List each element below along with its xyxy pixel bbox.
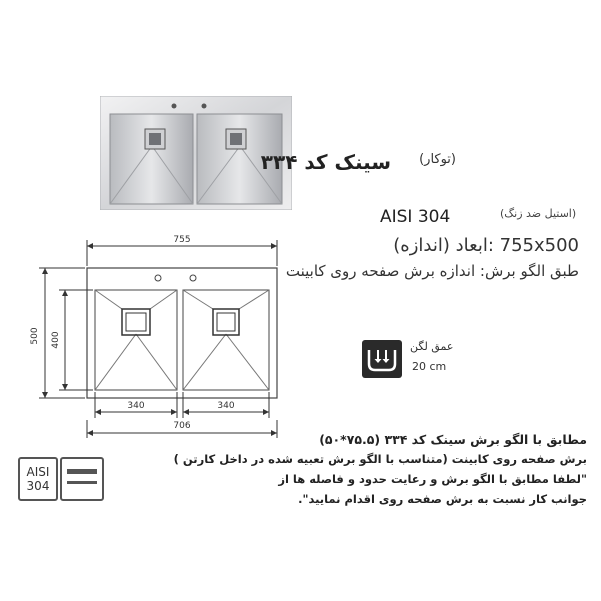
cut-pattern-text: طبق الگو برش: اندازه برش صفحه روی کابینت bbox=[285, 262, 579, 280]
left-bowl bbox=[95, 290, 177, 390]
material-grade: AISI 304 bbox=[380, 207, 451, 227]
depth-value: 20 cm bbox=[412, 360, 447, 373]
note-line: برش صفحه روی کابینت (متناسب با الگو برش تعبیه شده در داخل کارتن ) bbox=[173, 452, 587, 466]
tap-hole bbox=[155, 275, 161, 281]
dim-height-inner: 400 bbox=[51, 331, 61, 349]
material-note: (استیل ضد زنگ) bbox=[500, 207, 577, 220]
product-subtitle: (توکار) bbox=[419, 152, 456, 167]
dim-inner-width: 706 bbox=[173, 421, 191, 431]
basin-depth-icon bbox=[362, 340, 402, 378]
right-bowl bbox=[183, 290, 269, 390]
technical-drawing bbox=[25, 228, 295, 448]
material-badge-line2: 304 bbox=[26, 479, 50, 493]
sheet-thickness-icon bbox=[60, 457, 104, 501]
dim-bowl-left: 340 bbox=[127, 401, 145, 411]
note-line: جوانب کار نسبت به برش صفحه روی اقدام نمایید". bbox=[298, 492, 587, 506]
material-badge bbox=[18, 457, 58, 501]
dim-bowl-right: 340 bbox=[217, 401, 235, 411]
sink-outline bbox=[87, 268, 277, 398]
tap-hole bbox=[190, 275, 196, 281]
note-line: "لطفا مطابق با الگو برش و رعایت حدود و فاصله ها از bbox=[278, 472, 587, 486]
dimensions-text: 755x500 :ابعاد (اندازه) bbox=[393, 235, 579, 256]
note-line: مطابق با الگو برش سینک کد ۳۳۴ (۷۵.۵*۵۰) bbox=[319, 432, 587, 447]
product-title: سینک کد ۳۳۴ bbox=[260, 150, 391, 174]
material-badge-line1: AISI bbox=[26, 465, 50, 479]
dim-height-outer: 500 bbox=[30, 327, 40, 345]
depth-label: عمق لگن bbox=[410, 340, 454, 353]
dim-width: 755 bbox=[173, 235, 191, 245]
